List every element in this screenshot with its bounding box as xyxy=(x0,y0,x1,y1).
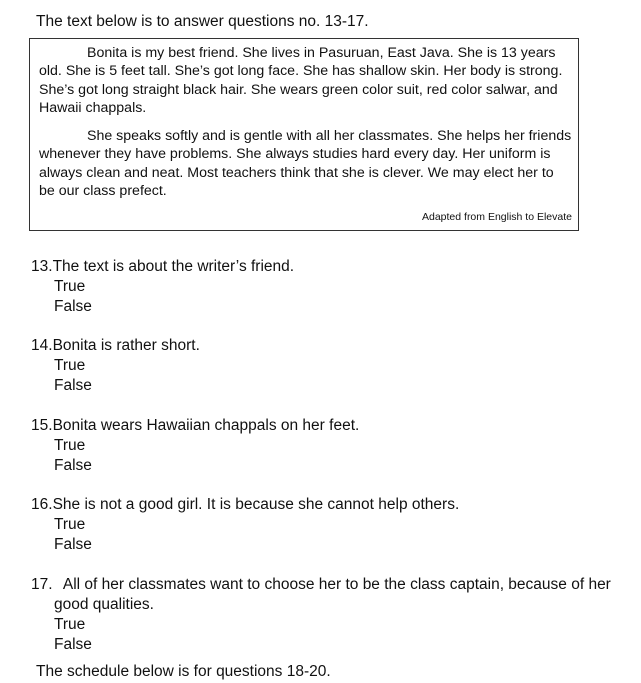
option-false[interactable]: False xyxy=(54,457,92,474)
option-true[interactable]: True xyxy=(54,278,86,295)
question-text-continuation: good qualities. xyxy=(54,596,154,613)
question-text: Bonita wears Hawaiian chappals on her feet. xyxy=(52,417,360,434)
option-true[interactable]: True xyxy=(54,437,86,454)
option-true[interactable]: True xyxy=(54,516,86,533)
option-true[interactable]: True xyxy=(54,357,86,374)
question-number: 17. xyxy=(31,576,53,593)
passage-source: Adapted from English to Elevate xyxy=(421,211,572,223)
option-false[interactable]: False xyxy=(54,636,92,653)
option-false[interactable]: False xyxy=(54,377,92,394)
question-14 xyxy=(31,336,631,396)
option-false[interactable]: False xyxy=(54,298,92,315)
question-text: The text is about the writer’s friend. xyxy=(52,258,295,275)
question-17 xyxy=(31,575,631,655)
section-intro: The text below is to answer questions no. 13-17. xyxy=(36,13,369,30)
question-15 xyxy=(31,416,631,476)
question-text: Bonita is rather short. xyxy=(52,337,200,354)
option-true[interactable]: True xyxy=(54,616,86,633)
passage-paragraph-2: She speaks softly and is gentle with all her classmates. She helps her friends whenever they have problems. She always studies hard every day. Her uniform is always clean and neat. Most teachers think that she is clever. We may elect her to be our class prefect. xyxy=(39,128,572,199)
question-number: 16. xyxy=(31,496,53,513)
reading-passage-box xyxy=(29,38,579,231)
question-number: 13. xyxy=(31,258,53,275)
option-false[interactable]: False xyxy=(54,536,92,553)
question-text: She is not a good girl. It is because she cannot help others. xyxy=(52,496,460,513)
question-13 xyxy=(31,257,631,317)
passage-paragraph-1: Bonita is my best friend. She lives in Pasuruan, East Java. She is 13 years old. She is 5 feet tall. She’s got long face. She has shallow skin. Her body is strong. She’s got long straight black hair. She wears green color suit, red color salwar, and Hawaii chappals. xyxy=(39,45,563,116)
question-number: 14. xyxy=(31,337,53,354)
question-text: All of her classmates want to choose her to be the class captain, because of her xyxy=(62,576,611,593)
question-number: 15. xyxy=(31,417,53,434)
schedule-intro: The schedule below is for questions 18-20. xyxy=(36,663,331,680)
question-16 xyxy=(31,495,631,555)
